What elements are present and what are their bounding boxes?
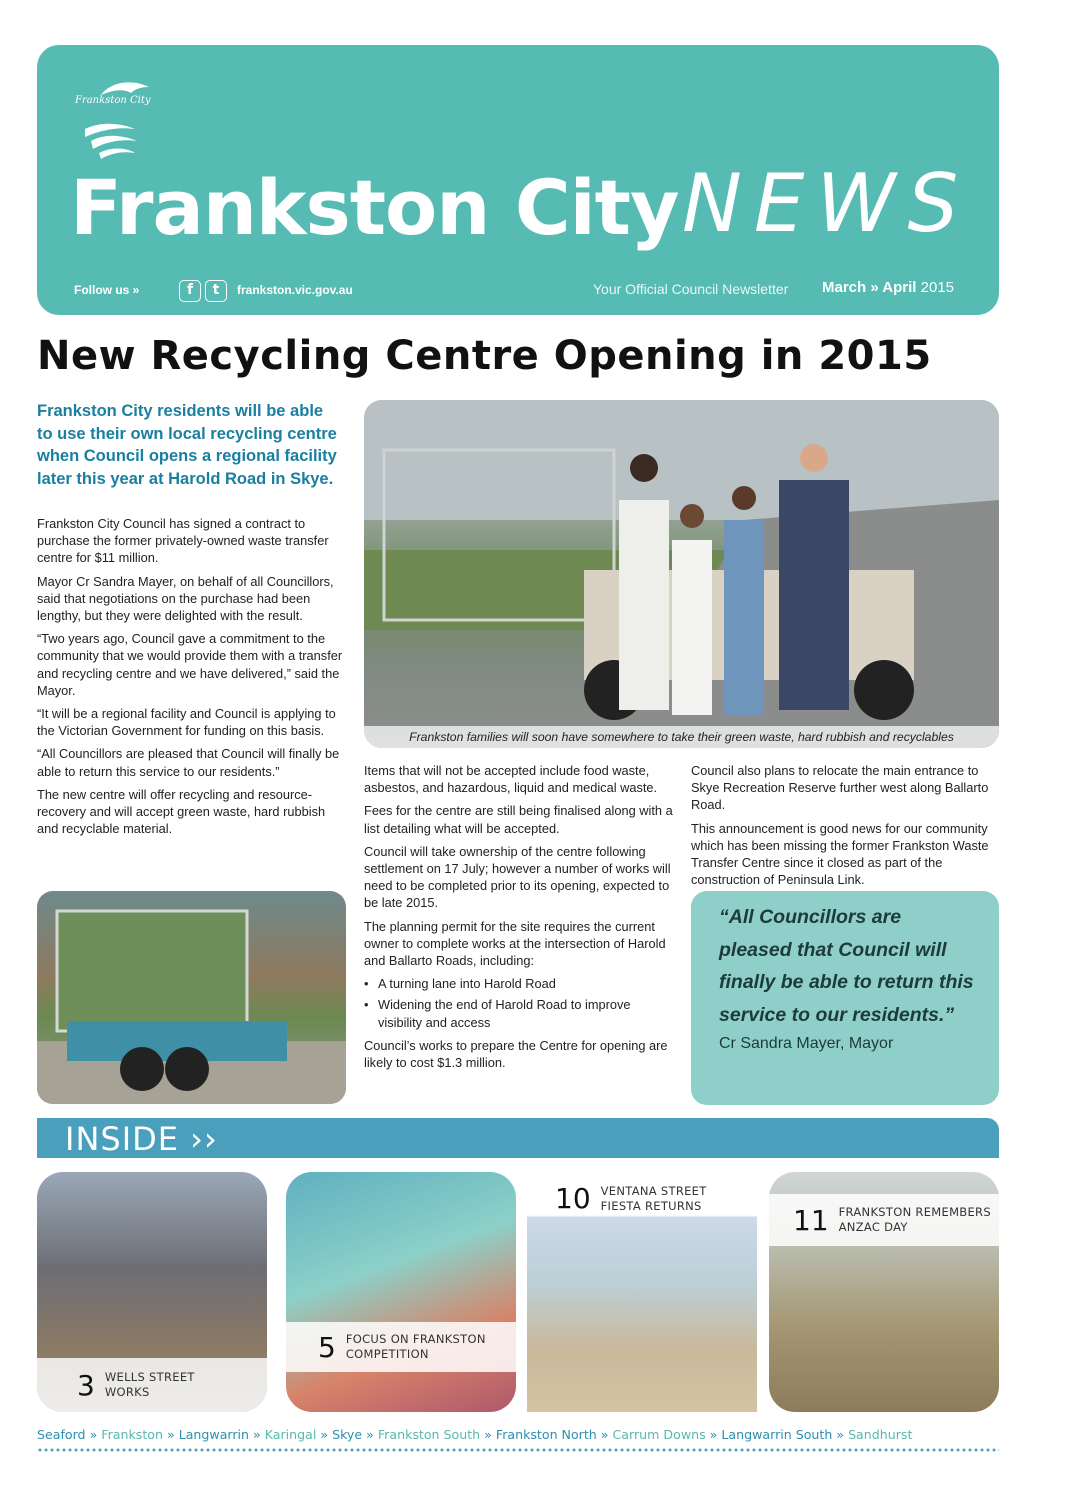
tile-label [37,1358,267,1412]
paragraph: Council will take ownership of the centre following settlement on 17 July; however a number of works will need to be completed prior to its opening, expected to be late 2015. [364,843,671,911]
inside-tile-wells-street[interactable] [37,1172,267,1412]
paragraph: Mayor Cr Sandra Mayer, on behalf of all Councillors, said that negotiations on the purchase had been lengthy, but they were delighted with the result. [37,573,334,624]
page-number: 5 [318,1330,336,1364]
tile-title-line: FOCUS ON FRANKSTON [345,1332,486,1346]
tile-title [601,1184,707,1214]
suburb-item: Langwarrin [178,1427,250,1442]
paragraph: The planning permit for the site requires the current owner to complete works at the intersection of Harold and Ballarto Roads, including: [364,918,666,969]
pull-quote [691,891,999,1105]
page-number: 11 [793,1203,829,1237]
follow-us-label: Follow us » [74,283,140,297]
tile-label [555,1182,707,1215]
dolphin-logo-icon [71,67,171,147]
website-link[interactable]: frankston.vic.gov.au [237,283,353,297]
tagline: Your Official Council Newsletter [593,281,789,297]
page-number: 3 [77,1368,95,1402]
works-list [364,975,676,1031]
social-links [179,280,227,302]
photo-caption: Frankston families will soon have somewhere to take their green waste, hard rubbish and recyclables [364,726,999,748]
trailer-illustration [37,891,346,1104]
page-number: 10 [555,1182,591,1215]
suburb-item: Frankston South [377,1427,481,1442]
paragraph: Items that will not be accepted include food waste, asbestos, and hazardous, liquid and medical waste. [364,763,658,796]
list-item: • A turning lane into Harold Road [364,975,676,992]
suburb-item: Seaford [37,1427,86,1442]
article-column-3 [691,762,1001,894]
issue-months: March » April [822,279,917,296]
tile-title-line: WORKS [104,1385,150,1399]
paragraph: “All Councillors are pleased that Council will finally be able to return this service to our residents.” [37,746,340,779]
article-column-2 [364,762,676,1077]
suburb-item: Karingal [264,1427,317,1442]
twitter-icon[interactable]: t [205,280,227,302]
paragraph: This announcement is good news for our community which has been missing the former Frankston Waste Transfer Centre since it closed as part of the construction of Peninsula Link. [691,820,989,888]
suburb-item: Carrum Downs [612,1427,706,1442]
inside-tile-focus-competition[interactable] [286,1172,516,1412]
masthead-title-news: NEWS [682,157,971,250]
tile-title-line: FRANKSTON REMEMBERS [838,1205,991,1219]
masthead [37,45,999,315]
paragraph: Council’s works to prepare the Centre for opening are likely to cost $1.3 million. [364,1037,668,1071]
paragraph: Fees for the centre are still being finalised along with a list detailing what will be accepted. [364,803,673,836]
paragraph: “Two years ago, Council gave a commitment to the community that we would provide them with a transfer and recycling centre and we have delivered,” said the Mayor. [37,631,343,698]
suburb-item: Skye [332,1427,363,1442]
tile-title-line: FIESTA RETURNS [600,1198,702,1213]
facebook-icon[interactable]: f [179,280,201,302]
paragraph: The new centre will offer recycling and resource-recovery and will accept green waste, hard rubbish and recyclable material. [37,786,326,837]
article-headline: New Recycling Centre Opening in 2015 [37,333,932,379]
article-column-1 [37,515,349,843]
inside-tile-ventana-fiesta[interactable] [527,1172,757,1412]
paragraph: Frankston City Council has signed a contract to purchase the former privately-owned waste transfer centre for $11 million. [37,516,329,566]
suburb-item: Frankston [101,1427,163,1442]
inside-label: INSIDE ›› [65,1120,218,1158]
issue-date [822,279,954,296]
tile-title-line: VENTANA STREET [600,1183,707,1198]
dotted-divider [37,1448,999,1452]
logo-text: Frankston City [75,95,151,106]
tile-title [839,1205,991,1235]
tile-label [286,1322,516,1372]
tile-title-line: WELLS STREET [104,1370,195,1384]
list-item: • Widening the end of Harold Road to improve visibility and access [364,996,676,1030]
tile-title-line: ANZAC DAY [838,1220,908,1234]
paragraph: “It will be a regional facility and Council is applying to the Victorian Government for funding on this basis. [37,706,336,739]
inside-section-bar [37,1118,999,1158]
suburb-item: Langwarrin South [721,1427,833,1442]
family-photo-illustration [364,400,999,748]
issue-year: 2015 [920,279,955,296]
tile-title-line: COMPETITION [345,1347,429,1361]
trailer-photo [37,891,346,1104]
quote-text: “All Councillors are pleased that Council will finally be able to return this service to our residents.” [719,906,974,1026]
tile-title [346,1332,486,1362]
family-photo [364,400,999,748]
tile-title [105,1370,195,1400]
masthead-title: Frankston City [70,163,679,252]
suburb-item: Sandhurst [848,1427,913,1442]
suburbs-list: Seaford » Frankston » Langwarrin » Karingal » Skye » Frankston South » Frankston North » Carrum Downs » Langwarrin South » Sandhurst [37,1427,913,1442]
paragraph: Council also plans to relocate the main entrance to Skye Recreation Reserve further west along Ballarto Road. [691,763,989,813]
article-lead: Frankston City residents will be able to use their own local recycling centre when Council opens a regional facility later this year at Harold Road in Skye. [37,402,337,488]
suburb-item: Frankston North [495,1427,597,1442]
quote-author: Cr Sandra Mayer, Mayor [719,1035,894,1052]
inside-tile-anzac-day[interactable] [769,1172,999,1412]
tile-label [769,1194,999,1246]
